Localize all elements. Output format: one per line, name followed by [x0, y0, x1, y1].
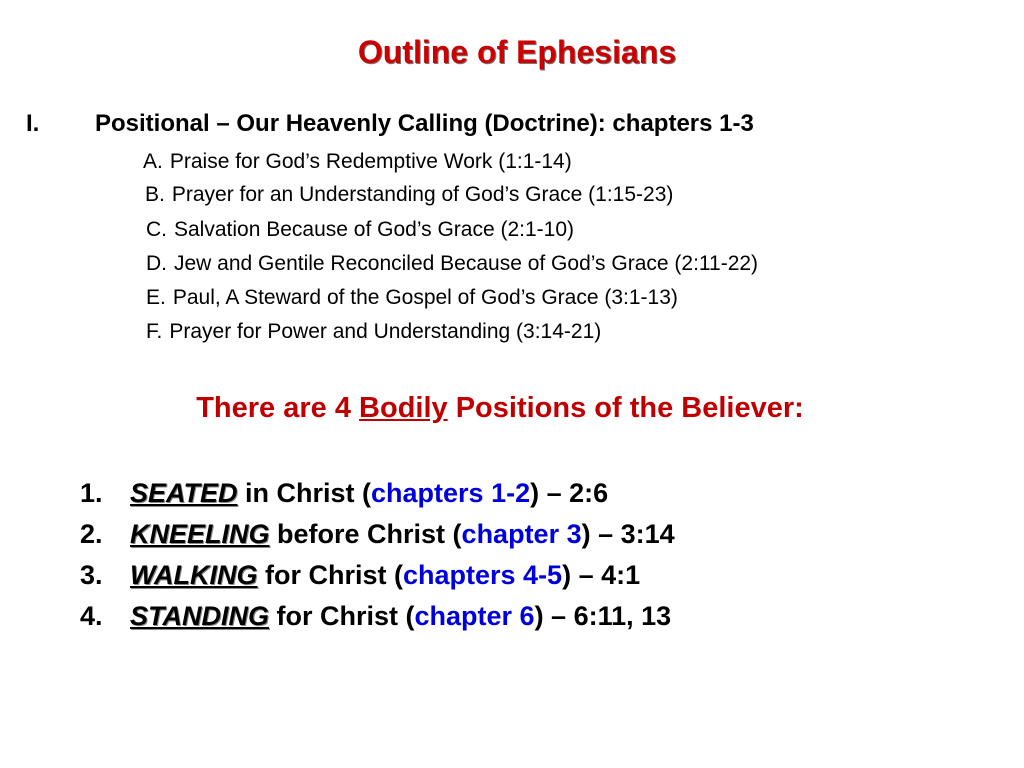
position-chapters: chapters 4-5: [403, 560, 563, 590]
position-number: 4.: [80, 601, 103, 631]
positions-heading-after: Positions of the Believer:: [447, 392, 804, 424]
outline-item-text: Paul, A Steward of the Gospel of God’s Grace (3:1-13): [172, 286, 678, 309]
outline-item-letter: A.: [143, 150, 163, 173]
outline-item-c: [146, 218, 574, 242]
position-item-walking: [80, 560, 640, 591]
position-ref: ) – 2:6: [530, 478, 609, 508]
outline-item-text: Prayer for Power and Understanding (3:14-21): [169, 320, 602, 343]
position-ref: ) – 6:11, 13: [534, 601, 672, 631]
outline-item-f: [146, 320, 601, 344]
outline-item-letter: E.: [146, 286, 166, 309]
section-numeral: I.: [26, 110, 40, 137]
positions-heading-before: There are 4: [196, 392, 360, 424]
position-number: 1.: [80, 478, 103, 508]
outline-item-letter: D.: [146, 252, 167, 275]
position-item-standing: [80, 601, 671, 632]
outline-item-text: Salvation Because of God’s Grace (2:1-10): [174, 218, 574, 241]
position-ref: ) – 3:14: [581, 519, 675, 549]
position-keyword: SEATED: [130, 478, 238, 508]
position-chapters: chapter 6: [414, 601, 535, 631]
outline-item-text: Praise for God’s Redemptive Work (1:1-14): [169, 150, 572, 173]
position-middle: for Christ (: [269, 601, 415, 631]
outline-item-a: [143, 150, 572, 174]
outline-item-letter: C.: [146, 218, 167, 241]
position-middle: before Christ (: [269, 519, 462, 549]
positions-heading-underlined: Bodily: [359, 392, 448, 424]
positions-heading: [0, 392, 1000, 425]
outline-item-d: [146, 252, 758, 276]
position-middle: in Christ (: [237, 478, 372, 508]
outline-item-b: [145, 183, 673, 207]
outline-item-text: Jew and Gentile Reconciled Because of God’s Grace (2:11-22): [174, 252, 759, 275]
position-keyword: STANDING: [130, 601, 269, 631]
position-keyword: KNEELING: [130, 519, 270, 549]
position-number: 2.: [80, 519, 103, 549]
outline-item-letter: F.: [146, 320, 163, 343]
position-keyword: WALKING: [130, 560, 258, 590]
position-item-seated: [80, 478, 608, 509]
slide-title: Outline of Ephesians: [357, 34, 677, 70]
outline-item-text: Prayer for an Understanding of God’s Grace (1:15-23): [171, 183, 674, 206]
position-number: 3.: [80, 560, 103, 590]
outline-item-e: [146, 286, 678, 310]
position-chapters: chapters 1-2: [371, 478, 531, 508]
position-chapters: chapter 3: [461, 519, 582, 549]
position-middle: for Christ (: [257, 560, 403, 590]
section-heading-text: Positional – Our Heavenly Calling (Doctrine): chapters 1-3: [95, 110, 754, 137]
position-ref: ) – 4:1: [562, 560, 641, 590]
outline-item-letter: B.: [145, 183, 165, 206]
position-item-kneeling: [80, 519, 675, 550]
